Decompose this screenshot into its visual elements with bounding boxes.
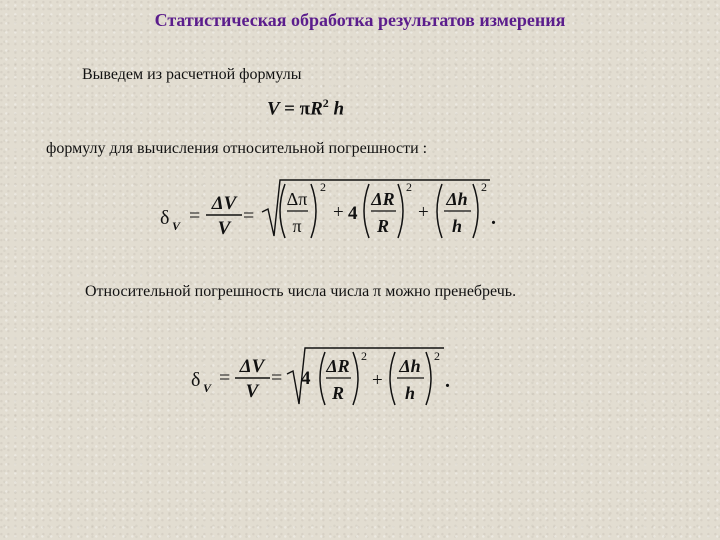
- term2-numerator: ΔR: [371, 189, 395, 209]
- equals-sign-1: =: [189, 205, 201, 227]
- plus-sign: +: [372, 370, 383, 391]
- slide-title: Статистическая обработка результатов измерения: [154, 10, 566, 30]
- delta-symbol: δ: [160, 207, 170, 229]
- term-r-numerator: ΔR: [326, 356, 350, 376]
- term2-denominator: R: [376, 216, 390, 236]
- term-r-exponent: 2: [361, 349, 367, 363]
- term3-denominator: h: [451, 216, 463, 236]
- left-paren-2: [390, 352, 395, 405]
- term1-numerator: Δπ: [286, 189, 308, 209]
- fraction-denominator: V: [245, 381, 259, 402]
- right-paren-2: [426, 352, 431, 405]
- coefficient: 4: [301, 368, 311, 389]
- delta-subscript: V: [172, 219, 181, 233]
- radius-symbol: R: [310, 98, 323, 120]
- period: .: [445, 370, 450, 392]
- term-h-denominator: h: [404, 383, 416, 403]
- volume-symbol: V: [267, 98, 280, 120]
- height-symbol: h: [333, 98, 345, 120]
- delta-symbol: δ: [191, 369, 201, 391]
- note-text: Относительной погрешность числа числа π можно пренебречь.: [85, 283, 517, 300]
- description-text: формулу для вычисления относительной погрешности :: [46, 140, 428, 157]
- delta-subscript: V: [203, 381, 212, 395]
- term3-exponent: 2: [481, 180, 487, 194]
- term-h-numerator: Δh: [399, 356, 421, 376]
- fraction-numerator: ΔV: [211, 193, 237, 214]
- fraction-numerator: ΔV: [239, 356, 265, 377]
- term1-exponent: 2: [320, 180, 326, 194]
- right-paren-1: [353, 352, 358, 405]
- term-r-denominator: R: [331, 383, 345, 403]
- equals-sign-1: =: [219, 367, 231, 389]
- pi-symbol: π: [299, 98, 311, 120]
- term-h-exponent: 2: [434, 349, 440, 363]
- plus-sign-2: +: [418, 202, 429, 223]
- intro-text: Выведем из расчетной формулы: [82, 66, 302, 83]
- left-paren-1: [320, 352, 325, 405]
- equals-sign: =: [284, 98, 295, 120]
- period: .: [491, 207, 496, 229]
- fraction-denominator: V: [217, 218, 231, 239]
- term1-denominator: π: [292, 216, 302, 236]
- coefficient: 4: [348, 203, 358, 224]
- equals-sign-2: =: [243, 205, 255, 227]
- term3-numerator: Δh: [446, 189, 468, 209]
- equals-sign-2: =: [271, 367, 283, 389]
- exponent: 2: [322, 96, 329, 110]
- term2-exponent: 2: [406, 180, 412, 194]
- plus-sign-1: +: [333, 202, 344, 223]
